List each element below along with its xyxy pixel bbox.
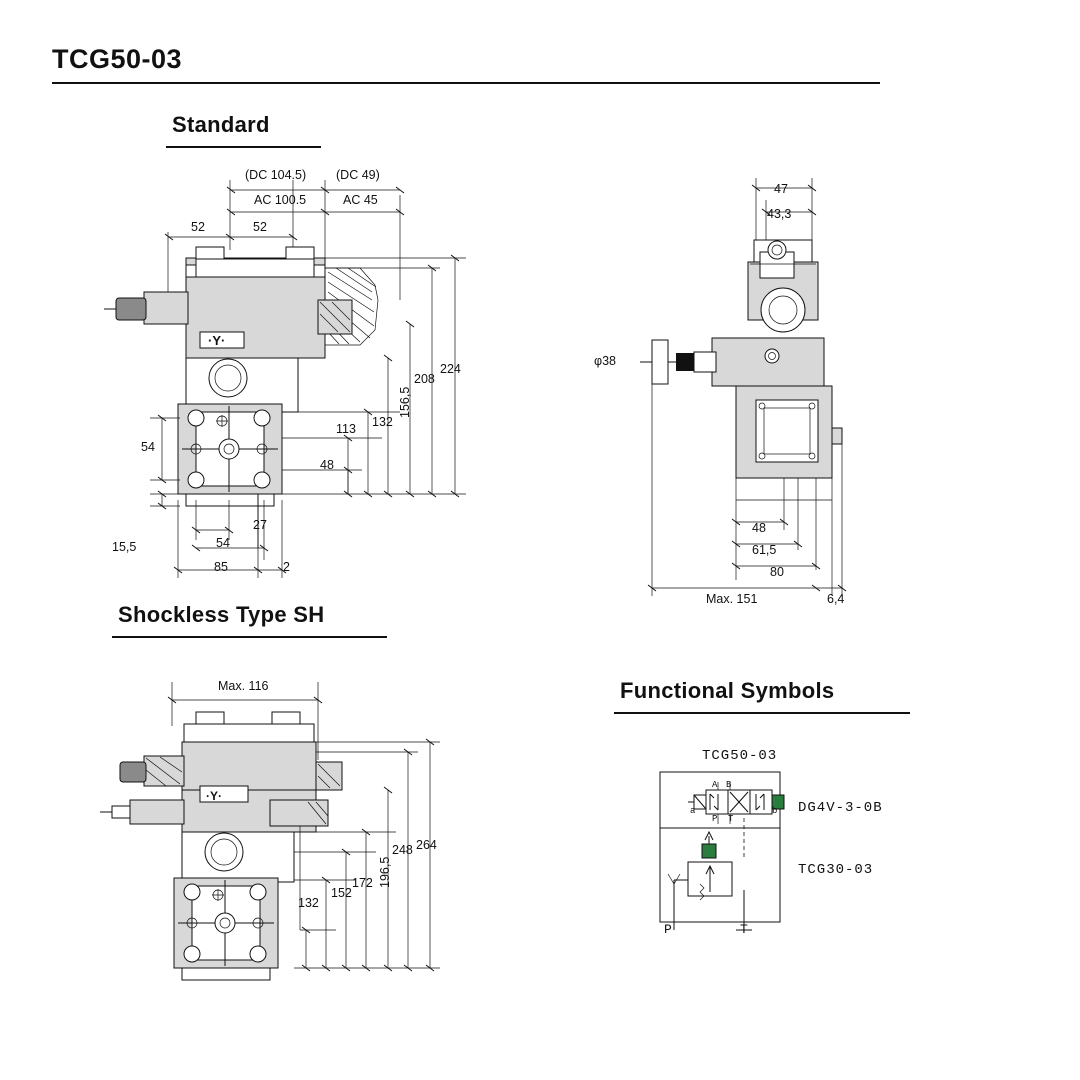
page-title: TCG50-03 <box>52 44 183 74</box>
dim-ac-right: AC 45 <box>343 193 378 207</box>
dim-w80: 80 <box>770 565 784 579</box>
dim-h208: 208 <box>414 372 435 386</box>
dim-ac-left: AC 100.5 <box>254 193 307 207</box>
symbol-port-t-valve: T <box>728 814 734 824</box>
dim-w47: 47 <box>774 182 788 196</box>
dim-w85: 85 <box>214 560 228 574</box>
dim-w52-a: 52 <box>191 220 205 234</box>
dim-h48: 48 <box>320 458 334 472</box>
symbol-title: TCG50-03 <box>702 748 778 764</box>
symbol-port-p: P <box>664 922 673 937</box>
svg-text:·Y·: ·Y· <box>206 789 222 803</box>
dim-max116: Max. 116 <box>218 679 269 693</box>
svg-text:·Y·: ·Y· <box>208 333 226 348</box>
dim-w43-3: 43,3 <box>767 207 792 221</box>
dim-h172: 172 <box>352 876 373 890</box>
symbol-port-a: A <box>712 780 718 790</box>
dim-h113: 113 <box>336 422 356 436</box>
dim-w48-side: 48 <box>752 521 766 535</box>
dim-h132: 132 <box>372 415 393 429</box>
dim-h132-sh: 132 <box>298 896 319 910</box>
dim-h248: 248 <box>392 843 413 857</box>
dim-h196-5: 196,5 <box>378 856 392 888</box>
dim-h54-left: 54 <box>141 440 155 454</box>
section-title-standard: Standard <box>172 112 270 137</box>
symbol-port-p-valve: P <box>712 814 718 824</box>
symbol-port-t: T <box>740 922 749 937</box>
dim-h264: 264 <box>416 838 437 852</box>
dim-dc-left: (DC 104.5) <box>245 168 307 182</box>
symbol-actuator-a: a <box>690 806 696 816</box>
symbol-actuator-b: b <box>772 806 778 816</box>
section-title-shockless: Shockless Type SH <box>118 602 325 627</box>
dim-h224: 224 <box>440 362 461 376</box>
symbol-port-b: B <box>726 780 732 790</box>
dim-max151: Max. 151 <box>706 592 758 606</box>
dim-w61-5: 61,5 <box>752 543 777 557</box>
dim-dc-right: (DC 49) <box>336 168 380 182</box>
dim-w2: 2 <box>283 560 290 574</box>
dim-w54: 54 <box>216 536 230 550</box>
dim-h156-5: 156,5 <box>398 386 412 418</box>
dim-h15-5: 15,5 <box>112 540 137 554</box>
dim-w52-b: 52 <box>253 220 267 234</box>
dim-h152: 152 <box>331 886 352 900</box>
dim-w27: 27 <box>253 518 267 532</box>
dim-dia38: φ38 <box>594 354 617 368</box>
dim-w6-4: 6,4 <box>827 592 845 606</box>
symbol-label-dg4v: DG4V-3-0B <box>798 800 883 816</box>
symbol-label-tcg30: TCG30-03 <box>798 862 874 878</box>
section-title-symbols: Functional Symbols <box>620 678 835 703</box>
